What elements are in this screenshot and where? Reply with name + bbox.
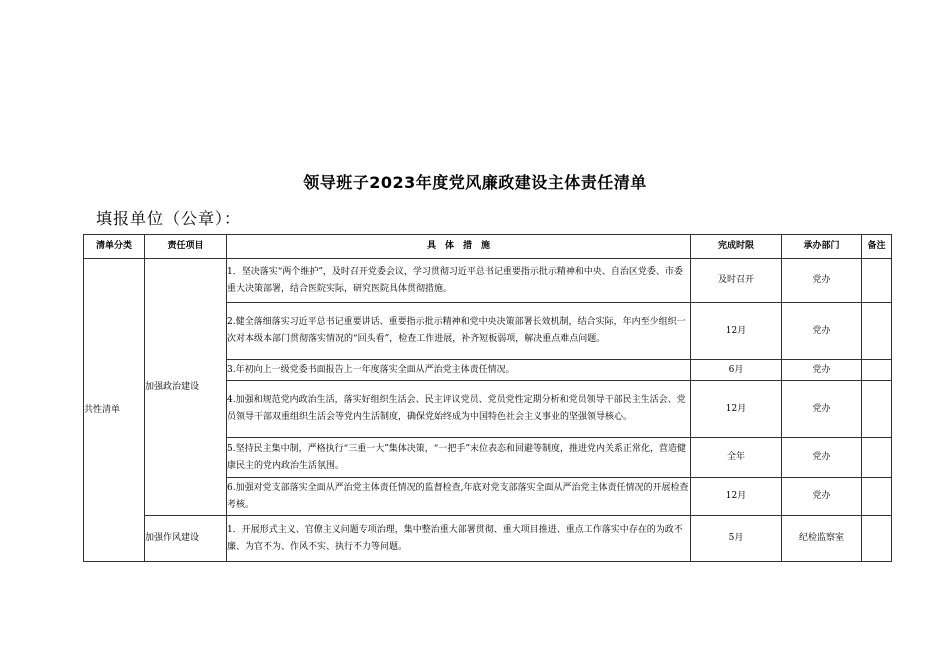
- remarks-cell: [862, 478, 892, 516]
- remarks-cell: [862, 259, 892, 303]
- measure-cell: 6.加强对党支部落实全面从严治党主体责任情况的监督检查,年底对党支部落实全面从严治党主体责任情况的开展检查考核。: [227, 478, 691, 516]
- measure-cell: 1．坚决落实“两个维护”，及时召开党委会议，学习贯彻习近平总书记重要指示批示精神和中央、自治区党委、市委重大决策部署，结合医院实际，研究医院具体贯彻措施。: [227, 259, 691, 303]
- department-cell: 党办: [782, 360, 862, 381]
- measure-cell: 1．开展形式主义、官僚主义问题专项治理，集中整治重大部署贯彻、重大项目推进、重点工作落实中存在的为政不廉、为官不为、作风不实、执行不力等问题。: [227, 516, 691, 562]
- table-header-row: [84, 235, 892, 259]
- remarks-cell: [862, 381, 892, 438]
- deadline-cell: 6月: [691, 360, 782, 381]
- header-deadline: 完成时限: [691, 235, 782, 259]
- department-cell: 纪检监察室: [782, 516, 862, 562]
- item-cell: 加强作风建设: [145, 516, 227, 562]
- remarks-cell: [862, 360, 892, 381]
- measure-cell: 3.年初向上一级党委书面报告上一年度落实全面从严治党主体责任情况。: [227, 360, 691, 381]
- fill-unit-label: 填报单位（公章）：: [96, 209, 242, 228]
- measure-cell: 5.坚持民主集中制，严格执行“三重一大”集体决策，“一把手”末位表态和回避等制度，推进党内关系正常化，营造健康民主的党内政治生活氛围。: [227, 438, 691, 478]
- deadline-cell: 12月: [691, 478, 782, 516]
- deadline-cell: 及时召开: [691, 259, 782, 303]
- measure-cell: 2.健全落细落实习近平总书记重要讲话、重要指示批示精神和党中央决策部署长效机制，结合实际，年内至少组织一次对本级本部门贯彻落实情况的“回头看”，检查工作进展，补齐短板弱项，解决重点难点问题。: [227, 303, 691, 360]
- document-title: 领导班子2023年度党风廉政建设主体责任清单: [303, 173, 647, 192]
- deadline-cell: 12月: [691, 303, 782, 360]
- remarks-cell: [862, 438, 892, 478]
- measure-cell: 4.加强和规范党内政治生活，落实好组织生活会、民主评议党员、党员党性定期分析和党员领导干部民主生活会、党员领导干部双重组织生活会等党内生活制度，确保党始终成为中国特色社会主义事业的坚强领导核心。: [227, 381, 691, 438]
- department-cell: 党办: [782, 303, 862, 360]
- responsibility-table: [83, 234, 892, 562]
- header-category: 清单分类: [84, 235, 145, 259]
- remarks-cell: [862, 303, 892, 360]
- department-cell: 党办: [782, 259, 862, 303]
- deadline-cell: 12月: [691, 381, 782, 438]
- deadline-cell: 5月: [691, 516, 782, 562]
- department-cell: 党办: [782, 381, 862, 438]
- header-remarks: 备注: [862, 235, 892, 259]
- remarks-cell: [862, 516, 892, 562]
- table-row: [84, 516, 892, 562]
- header-item: 责任项目: [145, 235, 227, 259]
- department-cell: 党办: [782, 478, 862, 516]
- department-cell: 党办: [782, 438, 862, 478]
- category-cell: 共性清单: [84, 259, 145, 562]
- item-cell: 加强政治建设: [145, 259, 227, 516]
- deadline-cell: 全年: [691, 438, 782, 478]
- header-measures: 具 体 措 施: [227, 235, 691, 259]
- header-department: 承办部门: [782, 235, 862, 259]
- table-row: [84, 259, 892, 303]
